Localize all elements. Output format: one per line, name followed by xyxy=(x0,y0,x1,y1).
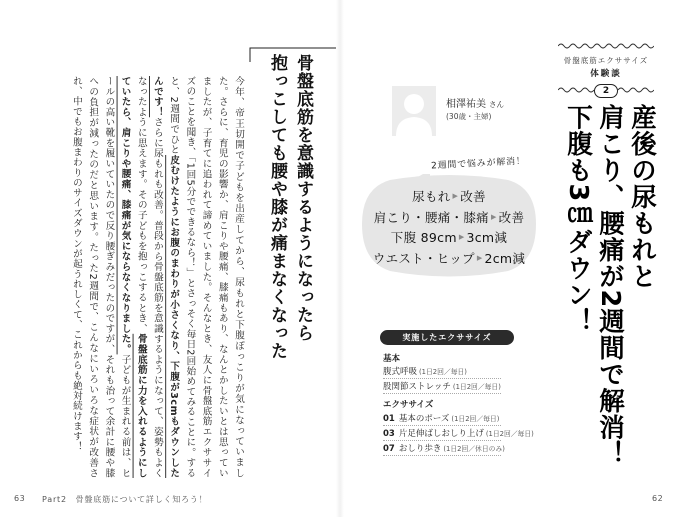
triangle-right-icon: ▶ xyxy=(490,212,497,221)
dotted-divider xyxy=(383,455,501,456)
exercise-number: 01 xyxy=(383,414,395,424)
result-row xyxy=(360,207,538,228)
page-gutter xyxy=(336,0,344,517)
exercise-item xyxy=(383,412,499,424)
right-folio-number: 62 xyxy=(652,494,664,503)
person-silhouette-icon xyxy=(392,86,436,136)
result-before: 尿もれ xyxy=(412,189,451,205)
exercise-name: 腹式呼吸 xyxy=(383,367,418,377)
exercise-number: 07 xyxy=(383,444,395,454)
exercise-name: おしり歩き xyxy=(398,444,442,454)
dotted-divider xyxy=(383,425,501,426)
result-before: ウエスト・ヒップ xyxy=(372,250,475,266)
result-row xyxy=(360,186,538,207)
bubble-caption: 2週間で悩みが解消！ xyxy=(430,156,527,172)
left-folio-number: 63 xyxy=(14,494,26,503)
exercise-frequency: (1日2回／毎日) xyxy=(485,430,534,438)
result-after: 改善 xyxy=(498,209,525,225)
body-text-segment: さらに尿もれも改善。 xyxy=(151,117,163,221)
result-after: 3cm減 xyxy=(466,230,508,246)
article-heading: 骨盤底筋を意識するようになったら 抱っこしても腰や膝が痛まなくなった xyxy=(267,54,313,360)
basic-label: 基本 xyxy=(383,354,401,364)
profile-meta: (30歳・主婦) xyxy=(446,112,492,121)
wave-divider-top xyxy=(558,42,654,50)
triangle-right-icon: ▶ xyxy=(452,192,459,201)
result-before: 下腹 89cm xyxy=(390,230,457,246)
emphasis-text: 皮むけたようにお腹のまわりが小さくなり、下腹が3cmもダウンしたんです！ xyxy=(151,76,180,478)
dotted-divider xyxy=(383,378,501,379)
result-row xyxy=(360,227,538,248)
exercise-frequency: (1日2回／毎日) xyxy=(452,383,501,391)
profile-name-text: 相澤祐美 xyxy=(446,99,486,110)
results-list xyxy=(360,186,538,268)
series-label: 骨盤底筋エクササイズ xyxy=(563,56,649,65)
left-folio-part: Part2 骨盤底筋について詳しく知ろう！ xyxy=(42,495,208,504)
triangle-right-icon: ▶ xyxy=(458,233,465,242)
article-body xyxy=(10,76,246,478)
body-text-segment: 今年、帝王切開で子どもを出産してから、尿もれと下腹ぽっこりが気になっていました。さらに、育児の影響か、肩こりや腰痛、膝痛もあり、なんとかしたいとは思っていましたが、子育てに追われて諦めていました。そんなとき、友人に骨盤底筋エクササイズのことを聞き、「1回5分でできるなら！」とさっそく毎日2回始めてみることに。すると、2週間でひと xyxy=(168,76,244,478)
profile-name xyxy=(446,95,504,110)
profile-honorific: さん xyxy=(489,100,504,109)
exercise-name: 股関節ストレッチ xyxy=(383,382,451,392)
section-title-pill: 実施したエクササイズ xyxy=(380,330,514,345)
exercise-frequency: (1日2回／毎日) xyxy=(419,368,467,376)
exercise-item xyxy=(383,380,501,392)
dotted-divider xyxy=(383,440,501,441)
result-after: 改善 xyxy=(460,189,486,205)
result-before: 肩こり・腰痛・膝痛 xyxy=(373,209,489,225)
exercise-item xyxy=(383,442,505,454)
story-number-badge: 2 xyxy=(594,84,618,98)
exercise-item xyxy=(383,365,467,377)
series-title: 体験談 xyxy=(590,69,622,79)
result-row xyxy=(360,248,538,269)
exercise-number: 03 xyxy=(383,429,395,439)
dotted-divider xyxy=(383,393,501,394)
emphasis-text: 骨盤底筋に力を入れるようにしていたら、肩こりや腰痛、膝痛が気にならなくなりました。 xyxy=(119,76,147,478)
exercise-name: 片足伸ばしおしり上げ xyxy=(398,429,484,439)
exercise-frequency: (1日2回／毎日) xyxy=(451,415,500,423)
exercise-name: 基本のポーズ xyxy=(398,414,450,424)
result-after: 2cm減 xyxy=(484,250,526,266)
exercise-item xyxy=(383,427,534,439)
triangle-right-icon: ▶ xyxy=(476,253,483,262)
heading-corner-line xyxy=(240,44,340,64)
exercise-frequency: (1日2回／休日のみ) xyxy=(443,445,505,453)
body-text-segment: 普段から骨盤底筋を意識するようになって、姿勢もよくなったように思えます。その子どもを抱っこするとき、 xyxy=(135,76,163,478)
exercise-label: エクササイズ xyxy=(383,400,434,410)
body-text-segment: 子どもが生まれる前は、ヒールの高い靴を履いていたので反り腰ぎみだったのですが、それも治って余計に腰や膝への負担が減ったのだと思います。たった2週間で、こんなにいろいろな症状が改善され、中でもお腹まわりのサイズダウンが起うれしくて、これからも絶対続けます！ xyxy=(70,76,131,478)
story-title: 産後の尿もれと 肩こり、腰痛が2週間で解消！ 下腹も3㎝ダウン！ xyxy=(563,104,657,468)
